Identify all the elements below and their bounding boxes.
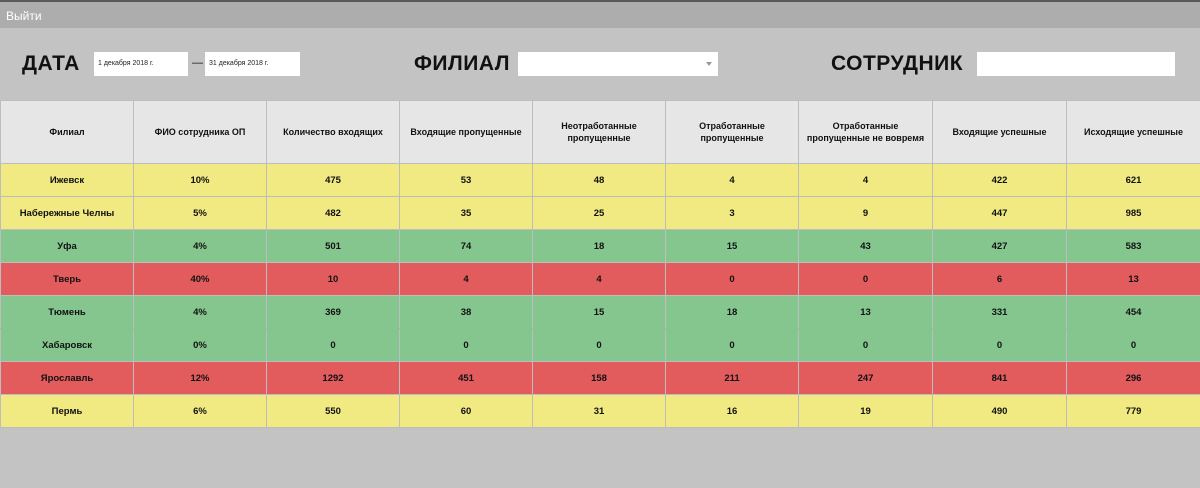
table-cell: 43 (799, 230, 933, 263)
table-cell: 18 (533, 230, 666, 263)
table-row (1, 230, 1200, 263)
table-header-row (1, 101, 1200, 164)
column-header[interactable]: Отработанные пропущенные (666, 101, 799, 164)
table-cell: 447 (933, 197, 1067, 230)
table-cell: 427 (933, 230, 1067, 263)
table-cell: 4% (134, 296, 267, 329)
table-cell: 16 (666, 395, 799, 428)
table-row (1, 197, 1200, 230)
table-cell: 0 (400, 329, 533, 362)
table-row (1, 164, 1200, 197)
table-cell: 4% (134, 230, 267, 263)
table-cell: 0 (933, 329, 1067, 362)
table-cell: 38 (400, 296, 533, 329)
filter-panel (0, 28, 1200, 100)
column-header[interactable]: Входящие успешные (933, 101, 1067, 164)
table-cell: 211 (666, 362, 799, 395)
table-cell: Пермь (1, 395, 134, 428)
table-cell: 0 (799, 329, 933, 362)
table-cell: 74 (400, 230, 533, 263)
table-cell: Набережные Челны (1, 197, 134, 230)
date-separator: — (192, 57, 203, 69)
date-from-input[interactable]: 1 декабря 2018 г. (94, 52, 188, 76)
table-cell: 13 (799, 296, 933, 329)
logout-link[interactable]: Выйти (6, 9, 42, 23)
table-cell: Тюмень (1, 296, 134, 329)
table-cell: 0 (666, 329, 799, 362)
table-cell: 3 (666, 197, 799, 230)
table-cell: 621 (1067, 164, 1200, 197)
table-cell: 779 (1067, 395, 1200, 428)
table-cell: 985 (1067, 197, 1200, 230)
branch-stats-table (0, 100, 1200, 428)
table-cell: 4 (533, 263, 666, 296)
table-cell: 841 (933, 362, 1067, 395)
table-cell: 4 (666, 164, 799, 197)
table-cell: 0 (267, 329, 400, 362)
table-cell: 4 (400, 263, 533, 296)
top-bar (0, 0, 1200, 28)
table-cell: 296 (1067, 362, 1200, 395)
table-cell: 0% (134, 329, 267, 362)
table-row (1, 329, 1200, 362)
column-header[interactable]: Неотработанные пропущенные (533, 101, 666, 164)
table-cell: 158 (533, 362, 666, 395)
column-header[interactable]: Исходящие успешные (1067, 101, 1200, 164)
table-cell: 369 (267, 296, 400, 329)
date-to-input[interactable]: 31 декабря 2018 г. (205, 52, 300, 76)
table-cell: 482 (267, 197, 400, 230)
table-cell: 1292 (267, 362, 400, 395)
table-cell: 15 (666, 230, 799, 263)
column-header[interactable]: Количество входящих (267, 101, 400, 164)
table-cell: 422 (933, 164, 1067, 197)
table-cell: Хабаровск (1, 329, 134, 362)
table-cell: 583 (1067, 230, 1200, 263)
table-cell: 0 (533, 329, 666, 362)
table-cell: 53 (400, 164, 533, 197)
table-row (1, 263, 1200, 296)
table-cell: 0 (1067, 329, 1200, 362)
table-cell: 4 (799, 164, 933, 197)
table-cell: 9 (799, 197, 933, 230)
table-cell: 490 (933, 395, 1067, 428)
table-cell: 35 (400, 197, 533, 230)
table-cell: 6 (933, 263, 1067, 296)
branch-label: ФИЛИАЛ (414, 52, 511, 75)
table-cell: 475 (267, 164, 400, 197)
table-cell: 12% (134, 362, 267, 395)
table-cell: 25 (533, 197, 666, 230)
employee-input[interactable] (977, 52, 1175, 76)
table-cell: 10 (267, 263, 400, 296)
table-cell: Тверь (1, 263, 134, 296)
table-cell: 40% (134, 263, 267, 296)
table-cell: Ижевск (1, 164, 134, 197)
table-cell: 454 (1067, 296, 1200, 329)
table-cell: 6% (134, 395, 267, 428)
table-cell: 13 (1067, 263, 1200, 296)
table-cell: 501 (267, 230, 400, 263)
table-cell: 15 (533, 296, 666, 329)
table-cell: 550 (267, 395, 400, 428)
table-cell: 331 (933, 296, 1067, 329)
table-cell: 0 (666, 263, 799, 296)
table-cell: 0 (799, 263, 933, 296)
table-cell: 60 (400, 395, 533, 428)
table-cell: Уфа (1, 230, 134, 263)
table-row (1, 362, 1200, 395)
table-cell: 31 (533, 395, 666, 428)
table-cell: 247 (799, 362, 933, 395)
branch-select[interactable] (518, 52, 718, 76)
table-row (1, 395, 1200, 428)
table-cell: 5% (134, 197, 267, 230)
table-cell: 451 (400, 362, 533, 395)
table-cell: 10% (134, 164, 267, 197)
table-cell: 19 (799, 395, 933, 428)
column-header[interactable]: Филиал (1, 101, 134, 164)
table-cell: 18 (666, 296, 799, 329)
table-cell: Ярославль (1, 362, 134, 395)
column-header[interactable]: Входящие пропущенные (400, 101, 533, 164)
column-header[interactable]: ФИО сотрудника ОП (134, 101, 267, 164)
employee-label: СОТРУДНИК (831, 52, 964, 75)
chevron-down-icon (706, 62, 712, 66)
date-label: ДАТА (22, 52, 80, 75)
table-row (1, 296, 1200, 329)
table-cell: 48 (533, 164, 666, 197)
column-header[interactable]: Отработанные пропущенные не вовремя (799, 101, 933, 164)
